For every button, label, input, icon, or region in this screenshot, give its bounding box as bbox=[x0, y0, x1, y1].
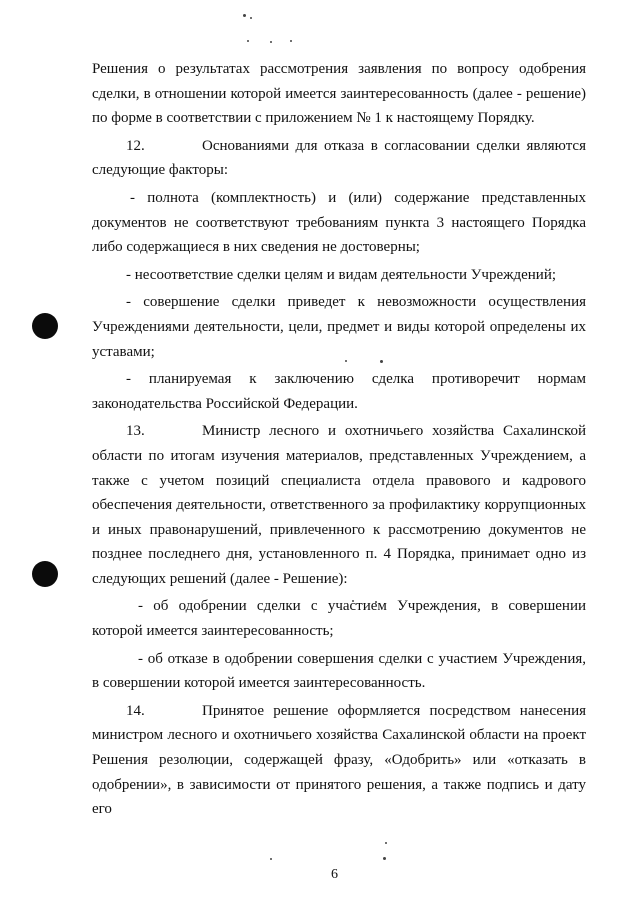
punch-hole bbox=[32, 313, 58, 339]
paragraph-text: Министр лесного и охотничьего хозяйства Сахалинской области по итогам изучения материалов, представленных Учреждением, а также с учетом позиций специалиста отдела правового и кадрового обеспечения деятельности, ответственного за профилактику коррупционных и иных правонарушений, привлеченного к рассмотрению документов не позднее последнего дня, установленного п. 4 Порядка, принимает одно из следующих решений (далее - Решение): bbox=[92, 423, 586, 587]
scan-speck bbox=[290, 40, 292, 42]
numbered-paragraph bbox=[92, 699, 586, 822]
document-body bbox=[92, 57, 586, 822]
list-item: - об одобрении сделки с участием Учреждения, в совершении которой имеется заинтересованность; bbox=[92, 598, 586, 640]
list-item: - об отказе в одобрении совершения сделки с участием Учреждения, в совершении которой имеется заинтересованность. bbox=[92, 650, 586, 692]
numbered-paragraph bbox=[92, 134, 586, 183]
item-number: 12. bbox=[126, 137, 145, 154]
page-number: 6 bbox=[331, 867, 338, 882]
list-item: - совершение сделки приведет к невозможности осуществления Учреждениями деятельности, цели, предмет и виды которой определены их уставами; bbox=[92, 294, 586, 360]
list-item: - планируемая к заключению сделка противоречит нормам законодательства Российской Федерации. bbox=[92, 371, 586, 412]
punch-hole bbox=[32, 561, 58, 587]
scan-speck bbox=[250, 17, 252, 19]
scan-speck bbox=[385, 842, 387, 844]
paragraph: Решения о результатах рассмотрения заявления по вопросу одобрения сделки, в отношении которой имеется заинтересованность (далее - решение) по форме в соответствии с приложением № 1 к настоящему Порядку. bbox=[92, 61, 586, 127]
item-number: 13. bbox=[126, 423, 145, 440]
scan-speck bbox=[243, 14, 246, 17]
scan-speck bbox=[270, 41, 272, 43]
list-item: - полнота (комплектность) и (или) содержание представленных документов не соответствуют требованиям пункта 3 настоящего Порядка либо содержащиеся в них сведения не достоверны; bbox=[92, 189, 586, 256]
paragraph-text: Основаниями для отказа в согласовании сделки являются следующие факторы: bbox=[92, 137, 586, 179]
paragraph-text: Принятое решение оформляется посредством нанесения министром лесного и охотничьего хозяйства Сахалинской области на проект Решения резолюции, содержащей фразу, «Одобрить» или «отказать в одобрении», в зависимости от принятого решения, а также подпись и дату его bbox=[92, 702, 586, 818]
list-item: - несоответствие сделки целям и видам деятельности Учреждений; bbox=[126, 266, 557, 283]
scan-speck bbox=[270, 858, 272, 860]
numbered-paragraph bbox=[92, 419, 586, 591]
scan-speck bbox=[247, 40, 249, 42]
scan-speck bbox=[383, 857, 386, 860]
item-number: 14. bbox=[126, 702, 145, 719]
